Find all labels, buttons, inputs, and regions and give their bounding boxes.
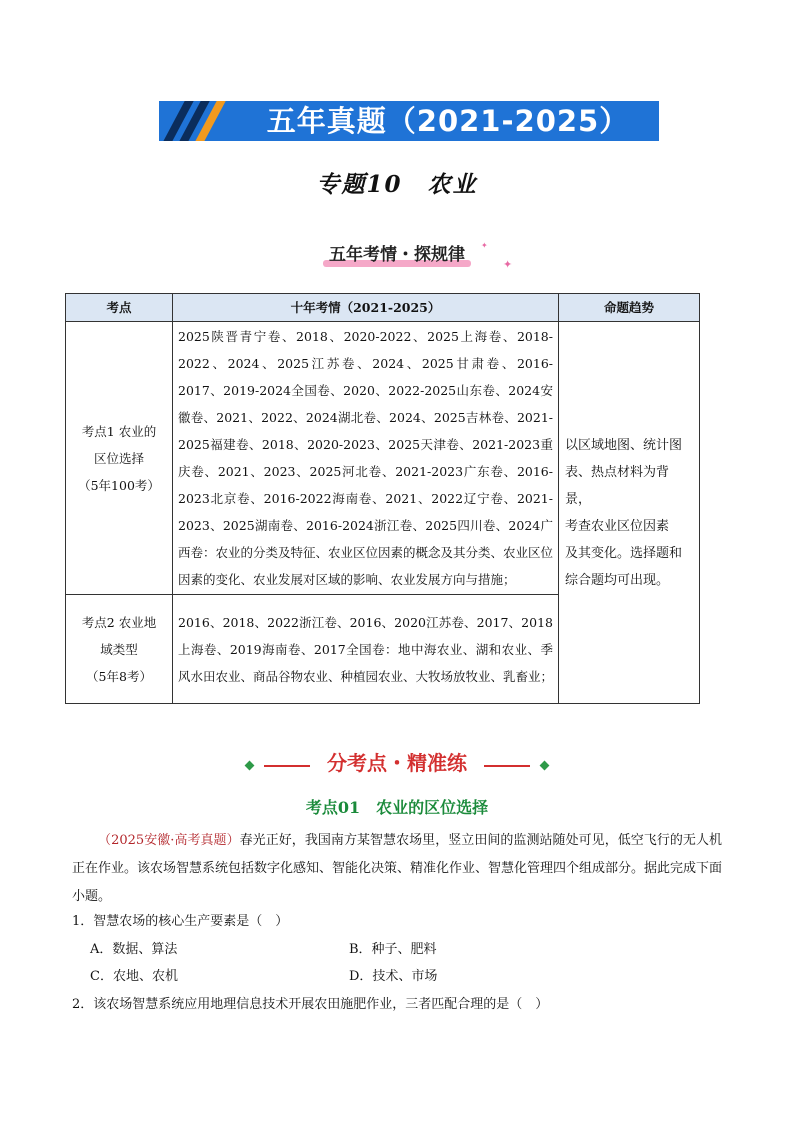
question-option: A．数据、算法 xyxy=(90,942,178,957)
trend-line: 表、热点材料为背景， xyxy=(565,464,670,507)
divider xyxy=(264,765,310,767)
question-option: C．农地、农机 xyxy=(90,969,178,984)
exam-summary-table xyxy=(65,293,700,704)
trend-line: 以区域地图、统计图 xyxy=(565,437,683,453)
table-header-row xyxy=(66,294,700,322)
diamond-icon xyxy=(540,761,550,771)
kaodian-title: 考点01 农业的区位选择 xyxy=(305,798,489,817)
topic-line: （5年100考） xyxy=(78,477,160,493)
topic-line: 区位选择 xyxy=(93,450,144,466)
question-stem: 1．智慧农场的核心生产要素是（ ） xyxy=(72,914,289,929)
topic-line: 考点1 农业的 xyxy=(81,423,157,439)
table-header: 考点 xyxy=(66,294,173,322)
table-header: 命题趋势 xyxy=(559,294,700,322)
details-cell: 2016、2018、2022浙江卷、2016、2020江苏卷、2017、2018上海卷、2019海南卷、2017全国卷：地中海农业、湖和农业、季风水田农业、商品谷物农业、种植园农业、大牧场放牧业、乳畜业； xyxy=(173,595,559,704)
trend-line: 及其变化。选择题和 xyxy=(565,545,683,561)
title-banner xyxy=(159,101,659,141)
trend-line: 考查农业区位因素 xyxy=(565,518,670,534)
table-header: 十年考情（2021-2025） xyxy=(173,294,559,322)
topic-line: （5年8考） xyxy=(86,668,152,684)
diamond-icon xyxy=(244,761,254,771)
question-stem: 2．该农场智慧系统应用地理信息技术开展农田施肥作业，三者匹配合理的是（ ） xyxy=(72,997,549,1012)
topic-line: 考点2 农业地 xyxy=(81,614,157,630)
trend-line: 综合题均可出现。 xyxy=(565,572,670,588)
question-option: B．种子、肥料 xyxy=(349,942,437,957)
topic-cell xyxy=(66,595,173,704)
passage-text: 春光正好，我国南方某智慧农场里，竖立田间的监测站随处可见，低空飞行的无人机正在作业。该农场智慧系统包括数字化感知、智能化决策、精准化作业、智慧化管理四个组成部分。据此完成下面小题。 xyxy=(72,833,723,904)
section-heading-text: 分考点・精准练 xyxy=(327,751,467,775)
section-heading-practice xyxy=(0,747,794,776)
question-option: D．技术、市场 xyxy=(349,969,438,984)
topic-line: 域类型 xyxy=(100,641,138,657)
section-heading-text: 五年考情・探规律 xyxy=(323,240,471,265)
subject-title: 专题10 农业 xyxy=(316,171,478,198)
topic-cell xyxy=(66,322,173,595)
sparkle-icon: ✦ xyxy=(503,258,513,271)
trend-cell xyxy=(559,322,700,704)
question-passage xyxy=(72,827,722,911)
section-heading-trends xyxy=(0,240,794,265)
divider xyxy=(484,765,530,767)
details-cell: 2025陕晋青宁卷、2018、2020-2022、2025上海卷、2018-2022、2024、2025江苏卷、2024、2025甘肃卷、2016-2017、2019-2024全国卷、2020、2022-2025山东卷、2024安徽卷、2021、2022、2024湖北卷、2024、2025吉林卷、2021-2025福建卷、2018、2020-2023、2025天津卷、2021-2023重庆卷、2021、2023、2025河北卷、2021-2023广东卷、2016-2023北京卷、2016-2022海南卷、2021、2022辽宁卷、2021-2023、2025湖南卷、2016-2024浙江卷、2025四川卷、2024广西卷：农业的分类及特征、农业区位因素的概念及其分类、农业区位因素的变化、农业发展对区域的影响、农业发展方向与措施； xyxy=(173,322,559,595)
table-row xyxy=(66,322,700,595)
banner-title: 五年真题（2021-2025） xyxy=(266,104,630,138)
sparkle-icon: ✦ xyxy=(481,241,488,250)
passage-source: （2025安徽·高考真题） xyxy=(98,833,240,848)
